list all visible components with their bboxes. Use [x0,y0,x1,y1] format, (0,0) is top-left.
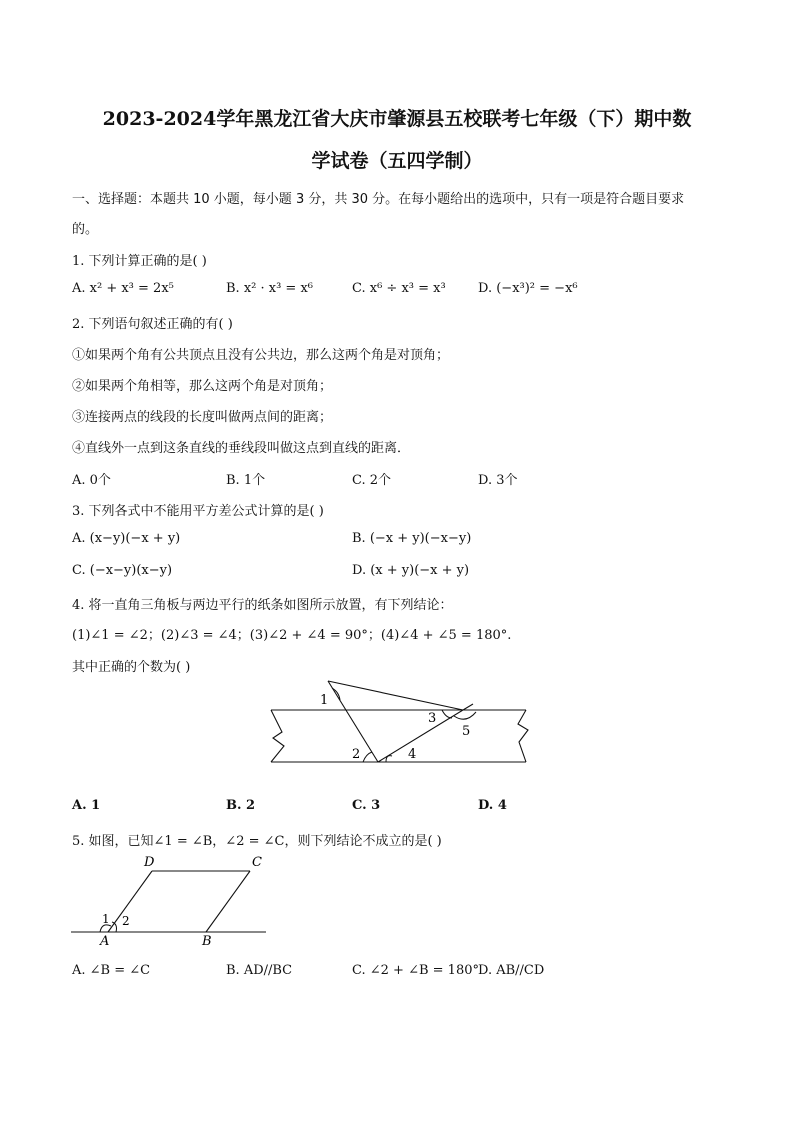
parallelogram [71,871,266,932]
q4-figure [262,672,534,772]
q4-conclusions: (1)∠1 = ∠2；(2)∠3 = ∠4；(3)∠2 + ∠4 = 90°；(4)∠4 + ∠5 = 180°. [72,628,512,643]
q1-option-a: A. x² + x³ = 2x⁵ [72,281,174,296]
page-title-line1: 2023-2024学年黑龙江省大庆市肇源县五校联考七年级（下）期中数 [102,108,692,130]
q2-option-c: C. 2个 [352,473,392,488]
q2-statement-3: ③连接两点的线段的长度叫做两点间的距离； [72,410,333,425]
q3-option-c: C. (−x−y)(x−y) [72,563,173,578]
q1-option-c: C. x⁶ ÷ x³ = x³ [352,281,446,296]
q4-option-b: B. 2 [226,798,256,813]
strip-right-zigzag [518,710,528,762]
section-header-line2: 的。 [72,222,99,237]
q4-stem: 4. 将一直角三角板与两边平行的纸条如图所示放置，有下列结论： [72,598,453,613]
q5-figure [66,852,276,952]
segment-bc [206,871,250,932]
q2-option-b: B. 1个 [226,473,266,488]
triangle [328,681,473,762]
q1-option-b: B. x² · x³ = x⁶ [226,281,314,296]
q5-stem: 5. 如图，已知∠1 = ∠B，∠2 = ∠C，则下列结论不成立的是( ) [72,834,442,849]
strip-left-zigzag [271,710,284,762]
label-angle-3: 3 [428,711,437,726]
angle-4-arc [386,756,392,762]
q5-option-c: C. ∠2 + ∠B = 180° [352,963,479,978]
label-angle-2: 2 [122,914,130,928]
label-point-a: A [100,934,110,949]
label-angle-2: 2 [352,747,361,762]
q5-option-a: A. ∠B = ∠C [72,963,151,978]
triangle-top-side [328,681,463,710]
q1-option-d: D. (−x³)² = −x⁶ [478,281,578,296]
angle-2-arc [363,752,372,762]
section-header-line1: 一、选择题：本题共 10 小题，每小题 3 分，共 30 分。在每小题给出的选项中，只有一项是符合题目要求 [72,192,685,207]
q2-stem: 2. 下列语句叙述正确的有( ) [72,317,233,332]
q4-option-d: D. 4 [478,798,507,813]
q3-stem: 3. 下列各式中不能用平方差公式计算的是( ) [72,504,324,519]
q5-option-d: D. AB//CD [478,963,545,978]
angle-2-arc [112,922,117,932]
q4-ask: 其中正确的个数为( ) [72,660,191,675]
q1-stem: 1. 下列计算正确的是( ) [72,254,207,269]
label-angle-1: 1 [102,912,110,926]
q3-option-d: D. (x + y)(−x + y) [352,563,470,578]
label-angle-4: 4 [408,747,417,762]
q4-option-c: C. 3 [352,798,381,813]
q2-option-a: A. 0个 [72,473,111,488]
q3-option-b: B. (−x + y)(−x−y) [352,531,472,546]
q5-option-b: B. AD//BC [226,963,293,978]
page-title-line2: 学试卷（五四学制） [311,150,483,172]
q2-option-d: D. 3个 [478,473,518,488]
q2-statement-1: ①如果两个角有公共顶点且没有公共边，那么这两个角是对顶角； [72,348,450,363]
label-angle-5: 5 [462,724,471,739]
label-angle-1: 1 [320,693,329,708]
angle-3-arc [442,710,452,718]
q4-option-a: A. 1 [72,798,101,813]
label-point-b: B [202,934,212,949]
q2-statement-2: ②如果两个角相等，那么这两个角是对顶角； [72,379,333,394]
paper-strip [271,710,528,762]
label-point-d: D [144,855,155,870]
q2-statement-4: ④直线外一点到这条直线的垂线段叫做这点到直线的距离． [72,441,411,456]
label-point-c: C [252,855,262,870]
q3-option-a: A. (x−y)(−x + y) [72,531,181,546]
triangle-tip [463,704,473,710]
